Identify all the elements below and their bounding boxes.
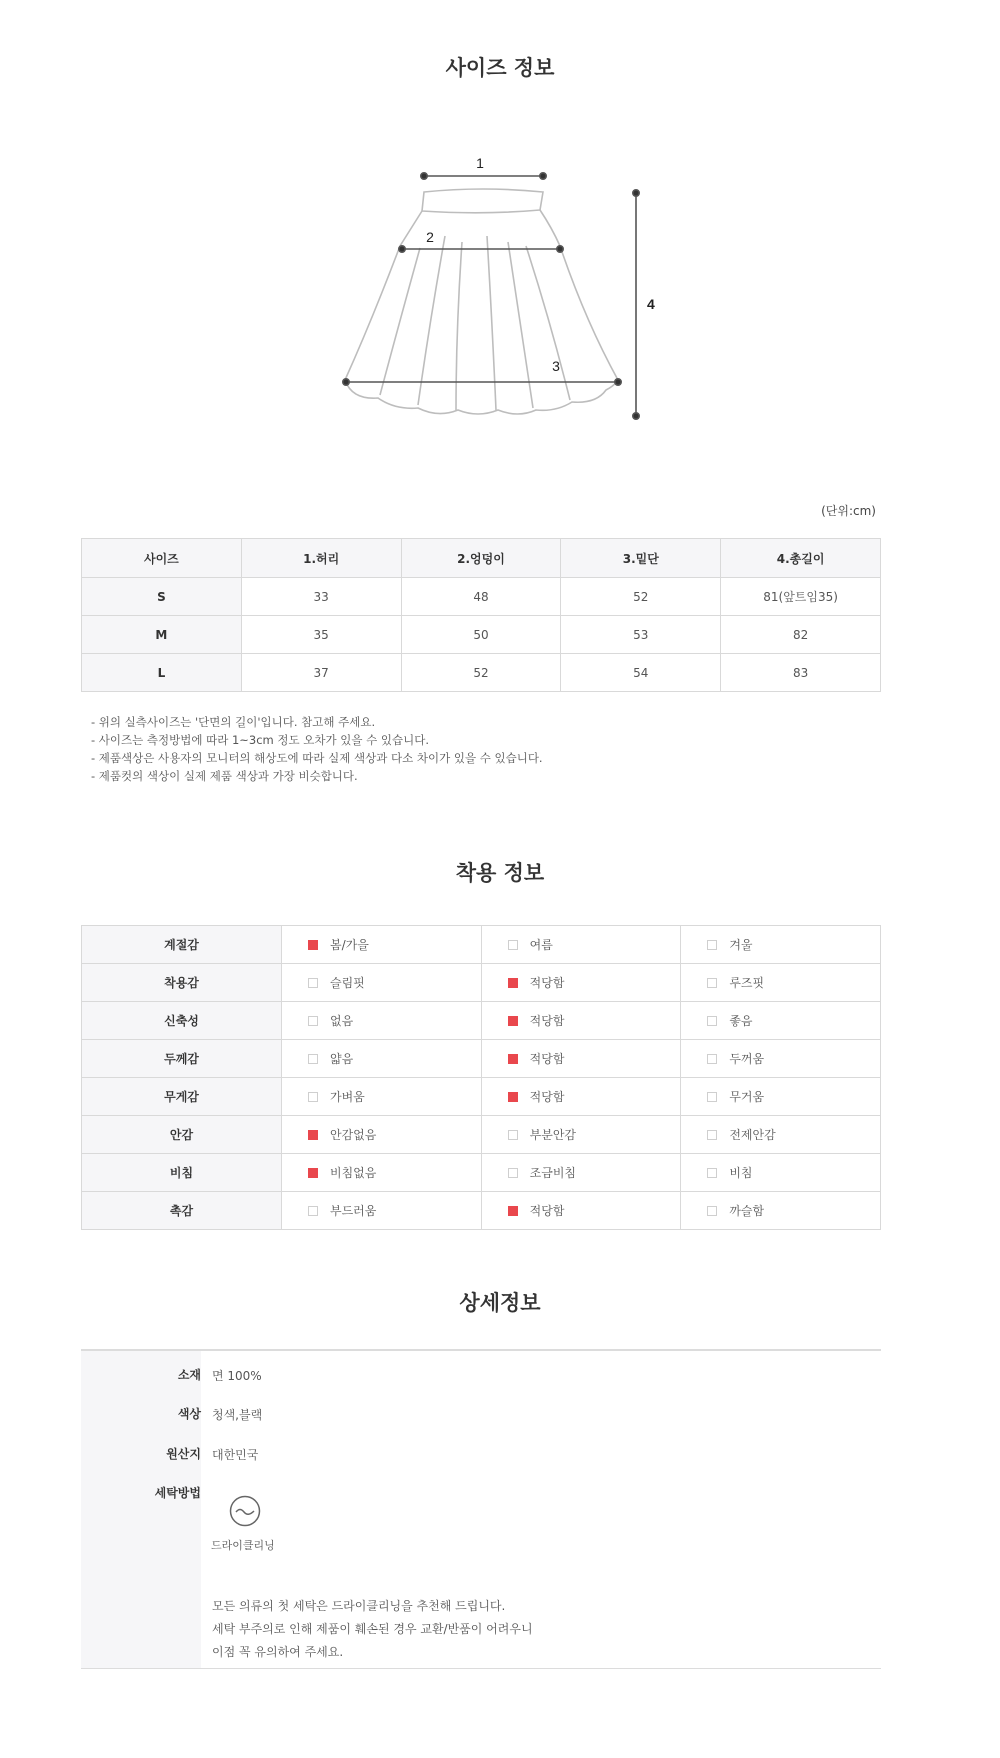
fit-option-label: 적당함	[529, 1090, 565, 1104]
table-cell: 35	[241, 616, 401, 654]
fit-row-label: 두께감	[82, 1040, 282, 1078]
fit-option-label: 비침	[729, 1166, 753, 1180]
fit-row-label: 착용감	[82, 964, 282, 1002]
table-cell: 81(앞트임35)	[721, 578, 881, 616]
fit-option	[481, 926, 681, 964]
unchecked-box-icon	[308, 978, 318, 988]
checked-box-icon	[508, 1092, 518, 1102]
table-row	[82, 654, 881, 692]
fit-option	[282, 1078, 482, 1116]
fit-row-label: 비침	[82, 1154, 282, 1192]
table-cell: 48	[401, 578, 561, 616]
header-hem: 3.밑단	[561, 539, 721, 578]
unchecked-box-icon	[707, 1130, 717, 1140]
color-value: 청색,블랙	[212, 1408, 263, 1422]
table-row	[82, 578, 881, 616]
checked-box-icon	[508, 978, 518, 988]
detail-label-column	[81, 1351, 201, 1668]
table-cell: 50	[401, 616, 561, 654]
size-notes	[91, 713, 543, 785]
fit-row	[82, 1002, 881, 1040]
fit-option	[681, 1192, 881, 1230]
table-cell: 53	[561, 616, 721, 654]
fit-row	[82, 1192, 881, 1230]
fit-row	[82, 964, 881, 1002]
fit-option	[481, 1192, 681, 1230]
fit-option-label: 여름	[529, 938, 553, 952]
fit-table	[81, 925, 881, 1230]
unchecked-box-icon	[707, 978, 717, 988]
size-table	[81, 538, 881, 692]
checked-box-icon	[308, 1168, 318, 1178]
diagram-label-4: 4	[647, 296, 655, 312]
detail-table	[81, 1349, 881, 1669]
unchecked-box-icon	[707, 940, 717, 950]
fit-option	[481, 1116, 681, 1154]
fit-option-label: 슬림핏	[330, 976, 365, 990]
unchecked-box-icon	[707, 1016, 717, 1026]
skirt-diagram	[0, 0, 1000, 440]
table-row	[82, 616, 881, 654]
fit-option	[681, 1116, 881, 1154]
fit-option	[481, 1154, 681, 1192]
fit-row-label: 계절감	[82, 926, 282, 964]
fit-row	[82, 1116, 881, 1154]
wash-note-line: 세탁 부주의로 인해 제품이 훼손된 경우 교환/반품이 어려우니	[212, 1622, 533, 1636]
fit-row-label: 촉감	[82, 1192, 282, 1230]
fit-option-label: 적당함	[529, 976, 565, 990]
fit-option	[282, 1040, 482, 1078]
fit-option-label: 얇음	[330, 1052, 354, 1066]
table-cell: 82	[721, 616, 881, 654]
fit-option-label: 부분안감	[529, 1128, 577, 1142]
diagram-label-2: 2	[426, 229, 434, 245]
diagram-label-1: 1	[476, 155, 484, 171]
color-label: 색상	[177, 1407, 201, 1421]
unchecked-box-icon	[707, 1168, 717, 1178]
note-line: - 제품컷의 색상이 실제 제품 색상과 가장 비슷합니다.	[91, 769, 358, 783]
unchecked-box-icon	[707, 1054, 717, 1064]
checked-box-icon	[308, 940, 318, 950]
header-hip: 2.엉덩이	[401, 539, 561, 578]
fit-row-label: 무게감	[82, 1078, 282, 1116]
unchecked-box-icon	[308, 1016, 318, 1026]
fit-info-title: 착용 정보	[455, 861, 545, 885]
table-cell: 33	[241, 578, 401, 616]
table-cell: 52	[561, 578, 721, 616]
fit-option	[481, 1040, 681, 1078]
fit-option-label: 가벼움	[330, 1090, 365, 1104]
fit-option-label: 안감없음	[330, 1128, 377, 1142]
note-line: - 사이즈는 측정방법에 따라 1~3cm 정도 오차가 있을 수 있습니다.	[91, 733, 430, 747]
fit-option-label: 좋음	[729, 1014, 753, 1028]
unchecked-box-icon	[308, 1054, 318, 1064]
checked-box-icon	[308, 1130, 318, 1140]
fit-row-label: 신축성	[82, 1002, 282, 1040]
fit-option	[681, 1154, 881, 1192]
table-cell: 37	[241, 654, 401, 692]
fit-option-label: 적당함	[529, 1052, 565, 1066]
fit-option	[681, 1078, 881, 1116]
fit-option-label: 없음	[330, 1014, 354, 1028]
diagram-label-3: 3	[552, 358, 560, 374]
fit-option	[282, 1002, 482, 1040]
fit-row	[82, 1040, 881, 1078]
material-label: 소재	[177, 1368, 201, 1382]
fit-option	[282, 964, 482, 1002]
wash-note-line: 이점 꼭 유의하여 주세요.	[212, 1645, 344, 1659]
checked-box-icon	[508, 1016, 518, 1026]
fit-option-label: 두꺼움	[729, 1052, 765, 1066]
header-waist: 1.허리	[241, 539, 401, 578]
header-length: 4.총길이	[721, 539, 881, 578]
note-line: - 제품색상은 사용자의 모니터의 해상도에 따라 실제 색상과 다소 차이가 있을 수 있습니다.	[91, 751, 543, 765]
size-table-header	[82, 539, 881, 578]
fit-option	[681, 964, 881, 1002]
fit-option-label: 부드러움	[330, 1204, 377, 1218]
dry-cleaning-icon	[229, 1495, 261, 1527]
fit-option-label: 겨울	[729, 938, 753, 952]
fit-option	[681, 1040, 881, 1078]
wash-notes	[212, 1595, 533, 1664]
fit-option-label: 루즈핏	[729, 976, 765, 990]
fit-option-label: 봄/가을	[330, 938, 369, 952]
origin-label: 원산지	[166, 1447, 201, 1461]
fit-option	[282, 1192, 482, 1230]
table-cell: L	[82, 654, 242, 692]
unchecked-box-icon	[508, 1168, 518, 1178]
fit-option	[282, 926, 482, 964]
fit-option-label: 적당함	[529, 1014, 565, 1028]
skirt-outline-icon	[345, 189, 618, 414]
wash-icon-label: 드라이클리닝	[211, 1539, 275, 1552]
fit-option	[481, 1078, 681, 1116]
note-line: - 위의 실측사이즈는 '단면의 길이'입니다. 참고해 주세요.	[91, 715, 376, 729]
table-cell: 83	[721, 654, 881, 692]
fit-option-label: 전제안감	[729, 1128, 776, 1142]
fit-option	[681, 926, 881, 964]
fit-option-label: 조금비침	[529, 1166, 577, 1180]
unchecked-box-icon	[508, 940, 518, 950]
table-cell: 52	[401, 654, 561, 692]
fit-option	[282, 1116, 482, 1154]
fit-option-label: 무거움	[729, 1090, 765, 1104]
detail-info-title: 상세정보	[459, 1291, 541, 1315]
unchecked-box-icon	[308, 1092, 318, 1102]
fit-option	[481, 964, 681, 1002]
fit-option	[681, 1002, 881, 1040]
fit-row	[82, 1154, 881, 1192]
origin-value: 대한민국	[212, 1448, 259, 1462]
fit-option	[481, 1002, 681, 1040]
material-value: 면 100%	[212, 1369, 262, 1383]
fit-row-label: 안감	[82, 1116, 282, 1154]
unchecked-box-icon	[308, 1206, 318, 1216]
header-size: 사이즈	[82, 539, 242, 578]
table-cell: M	[82, 616, 242, 654]
fit-option-label: 적당함	[529, 1204, 565, 1218]
unchecked-box-icon	[707, 1206, 717, 1216]
fit-option-label: 까슬함	[729, 1204, 765, 1218]
fit-row	[82, 1078, 881, 1116]
wash-note-line: 모든 의류의 첫 세탁은 드라이클리닝을 추천해 드립니다.	[212, 1599, 506, 1613]
fit-row	[82, 926, 881, 964]
fit-option	[282, 1154, 482, 1192]
table-cell: S	[82, 578, 242, 616]
unchecked-box-icon	[508, 1130, 518, 1140]
checked-box-icon	[508, 1206, 518, 1216]
fit-option-label: 비침없음	[330, 1166, 377, 1180]
wash-method-label: 세탁방법	[154, 1486, 201, 1500]
checked-box-icon	[508, 1054, 518, 1064]
size-info-title: 사이즈 정보	[445, 56, 555, 80]
unit-label: (단위:cm)	[821, 504, 876, 518]
table-cell: 54	[561, 654, 721, 692]
unchecked-box-icon	[707, 1092, 717, 1102]
